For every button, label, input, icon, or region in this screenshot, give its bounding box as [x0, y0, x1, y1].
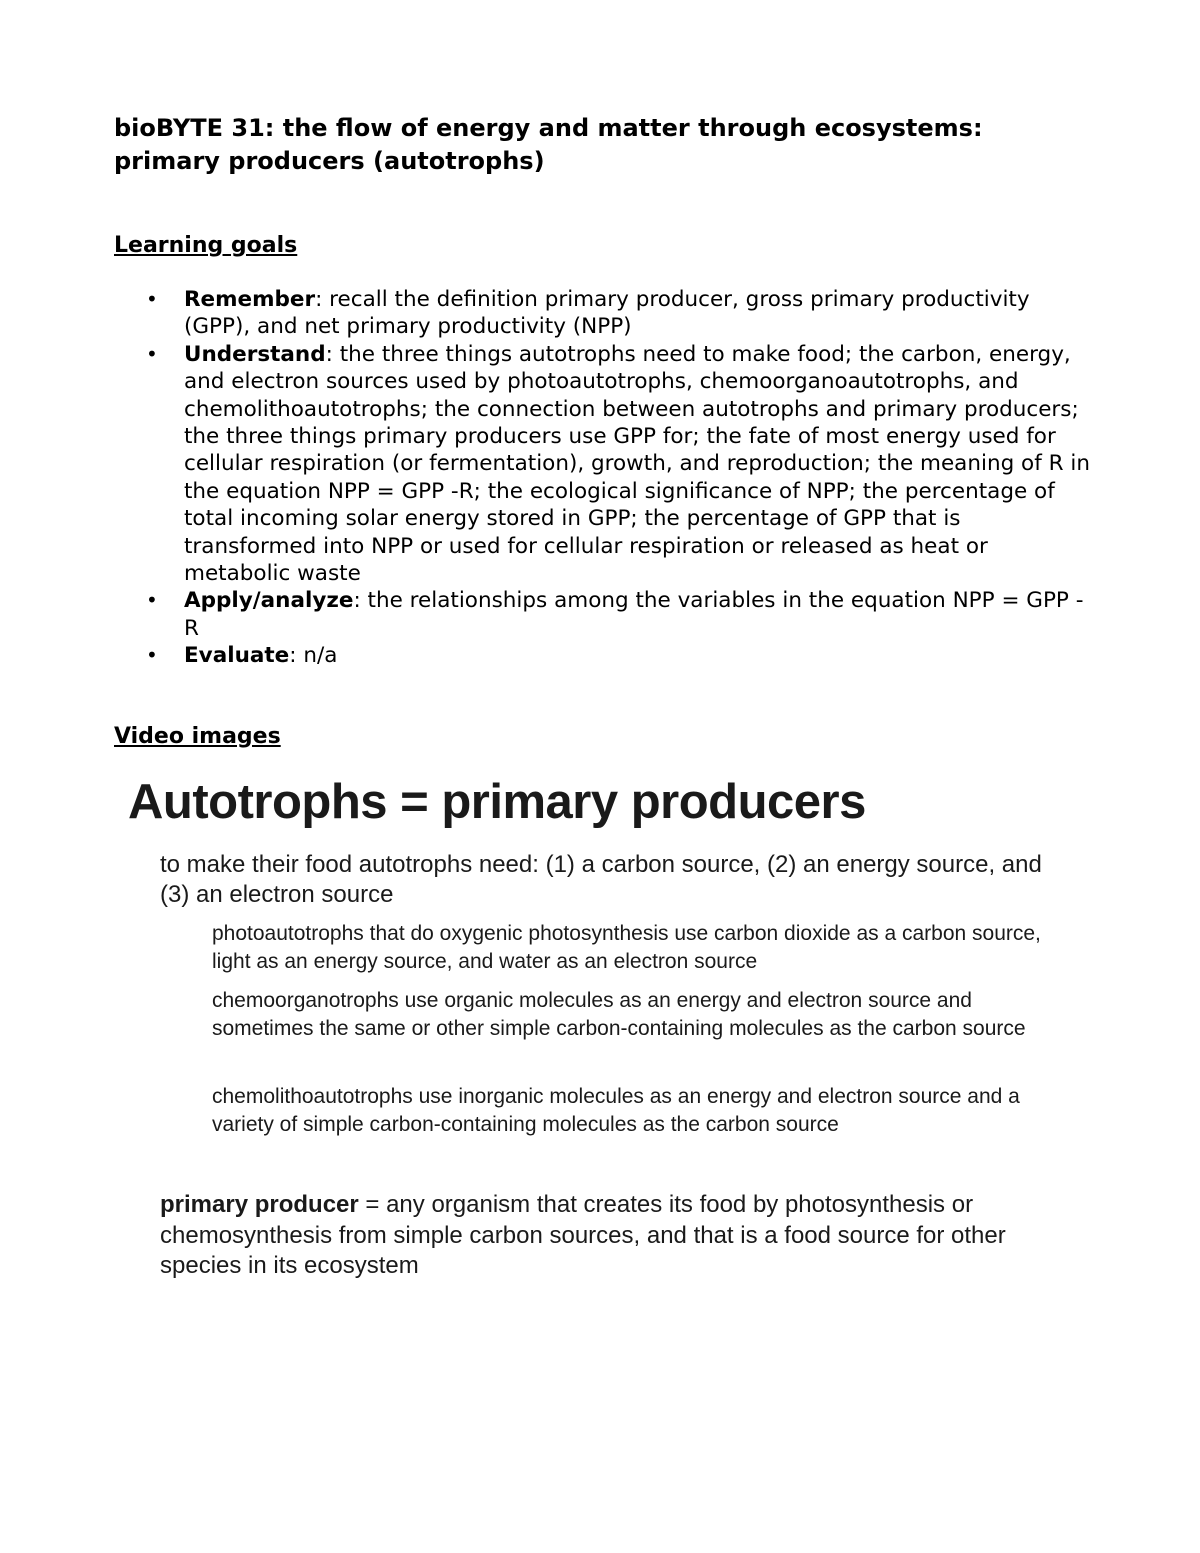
goal-item-evaluate: [114, 642, 1094, 669]
video-images-heading: Video images: [114, 724, 281, 749]
goal-text: : the three things autotrophs need to make food; the carbon, energy, and electron sources used by photoautotrophs, chemoorganoautotrophs, and chemolithoautotrophs; the connection between autotrophs and primary producers; the three things primary producers use GPP for; the fate of most energy used for cellular respiration (or fermentation), growth, and reproduction; the meaning of R in the equation NPP = GPP -R; the ecological significance of NPP; the percentage of total incoming solar energy stored in GPP; the percentage of GPP that is transformed into NPP or used for cellular respiration or released as heat or metabolic waste: [184, 341, 1090, 587]
goal-text: : n/a: [289, 643, 338, 669]
goal-text: : the relationships among the variables in the equation NPP = GPP -R: [184, 588, 1084, 641]
goal-label: Remember: [184, 287, 316, 312]
goal-text: : recall the definition primary producer, gross primary productivity (GPP), and net primary productivity (NPP): [184, 287, 1030, 340]
slide-subpoint-chemolithoautotrophs: chemolithoautotrophs use inorganic molecules as an energy and electron source and a variety of simple carbon-containing molecules as the carbon source: [212, 1085, 1020, 1136]
slide-title: Autotrophs = primary producers: [128, 775, 866, 829]
slide-definition: [160, 1190, 1090, 1282]
goal-item-remember: [114, 286, 1094, 341]
goal-label: Apply/analyze: [184, 588, 354, 614]
learning-goals-heading: Learning goals: [114, 233, 298, 258]
goal-item-apply-analyze: [114, 587, 1094, 642]
bullet-icon: •: [146, 643, 158, 668]
bullet-icon: •: [146, 287, 158, 311]
goal-label: Evaluate: [184, 643, 290, 669]
bullet-icon: •: [146, 588, 158, 613]
definition-term: primary producer: [160, 1191, 359, 1218]
goal-label: Understand: [184, 341, 326, 367]
document-title: bioBYTE 31: the flow of energy and matter through ecosystems: primary producers (autotrophs): [114, 114, 983, 175]
goal-item-understand: [114, 341, 1094, 588]
learning-goals-list: [114, 286, 1094, 670]
slide-intro: to make their food autotrophs need: (1) a carbon source, (2) an energy source, and (3) an electron source: [160, 851, 1042, 908]
definition-text: = any organism that creates its food by photosynthesis or chemosynthesis from simple carbon sources, and that is a food source for other species in its ecosystem: [160, 1191, 1006, 1279]
slide-subpoint-chemoorganotrophs: chemoorganotrophs use organic molecules as an energy and electron source and sometimes the same or other simple carbon-containing molecules as the carbon source: [212, 989, 1026, 1040]
bullet-icon: •: [146, 341, 158, 366]
video-slide-image: [114, 766, 1114, 1296]
slide-subpoint-photoautotrophs: photoautotrophs that do oxygenic photosynthesis use carbon dioxide as a carbon source, light as an energy source, and water as an electron source: [212, 922, 1041, 973]
